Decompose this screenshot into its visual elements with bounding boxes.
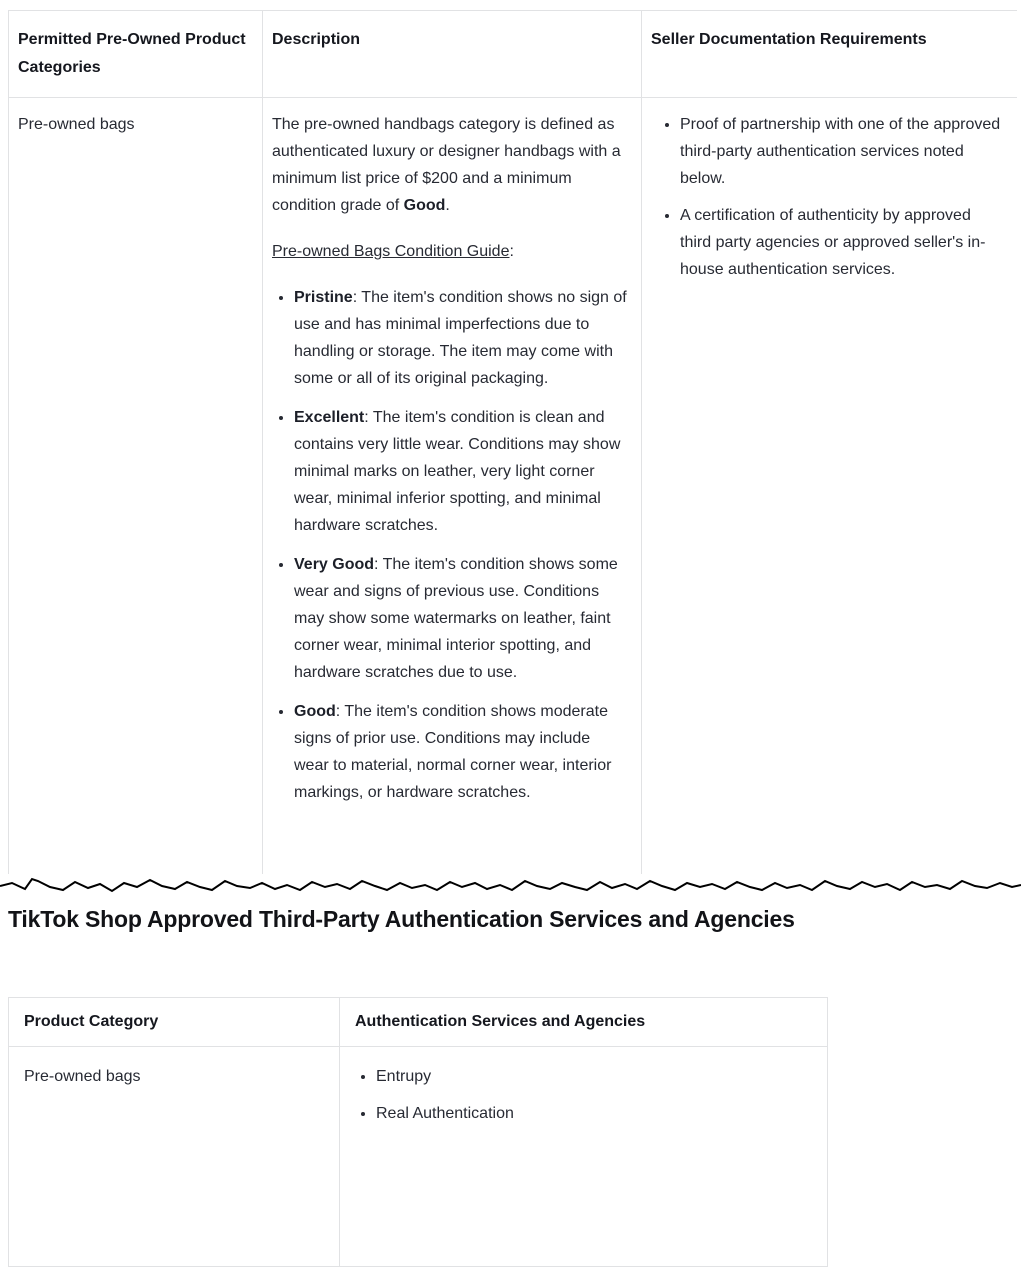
table-row-pre-owned-bags: [9, 98, 1018, 875]
column-header-description: Description: [263, 11, 642, 98]
column-header-seller-doc-requirements: Seller Documentation Requirements: [642, 11, 1018, 98]
description-intro-text: The pre-owned handbags category is defined as authenticated luxury or designer handbags with a minimum list price of $200 and a minimum condition grade of: [272, 116, 621, 214]
description-intro: [272, 111, 627, 219]
permitted-table-header-row: [9, 11, 1018, 98]
service-item-entrupy: • Entrupy: [376, 1063, 811, 1090]
section-heading: TikTok Shop Approved Third-Party Authentication Services and Agencies: [8, 906, 795, 932]
description-intro-period: .: [445, 197, 450, 214]
condition-text: : The item's condition shows moderate signs of prior use. Conditions may include wear to material, normal corner wear, interior markings, or hardware scratches.: [294, 703, 612, 801]
condition-list: [272, 284, 627, 806]
description-grade-bold: Good: [403, 197, 446, 214]
torn-edge-divider: [0, 874, 1021, 898]
authentication-services-table: [8, 997, 828, 1267]
requirement-item-certification: • A certification of authenticity by approved third party agencies or approved seller's in-house authentication services.: [680, 202, 1003, 283]
services-cell: [340, 1047, 828, 1267]
service-item-real-authentication: • Real Authentication: [376, 1100, 811, 1127]
condition-item-excellent: [294, 404, 627, 539]
condition-guide-line: [272, 238, 627, 265]
column-header-permitted-categories: Permitted Pre-Owned Product Categories: [9, 11, 263, 98]
description-cell: [263, 98, 642, 875]
requirements-cell: [642, 98, 1018, 875]
condition-text: : The item's condition is clean and contains very little wear. Conditions may show minimal marks on leather, very light corner wear, minimal inferior spotting, and minimal hardware scratches.: [294, 409, 621, 534]
services-table-header-row: [9, 998, 828, 1047]
condition-term: Excellent: [294, 409, 365, 426]
condition-guide-link[interactable]: Pre-owned Bags Condition Guide: [272, 243, 510, 260]
condition-item-very-good: [294, 551, 627, 686]
permitted-categories-table: [8, 10, 1017, 874]
condition-term: Pristine: [294, 289, 353, 306]
category-cell: Pre-owned bags: [9, 98, 263, 875]
requirements-list: [651, 111, 1003, 283]
condition-text: : The item's condition shows some wear and signs of previous use. Conditions may show some watermarks on leather, faint corner wear, minimal interior spotting, and hardware scratches due to use.: [294, 556, 618, 681]
requirement-item-partnership: • Proof of partnership with one of the approved third-party authentication services noted below.: [680, 111, 1003, 192]
condition-term: Good: [294, 703, 336, 720]
permitted-categories-table-clip: [8, 10, 1017, 874]
product-category-cell: Pre-owned bags: [9, 1047, 340, 1267]
column-header-auth-services: Authentication Services and Agencies: [340, 998, 828, 1047]
condition-term: Very Good: [294, 556, 375, 573]
condition-text: : The item's condition shows no sign of use and has minimal imperfections due to handling or storage. The item may come with some or all of its original packaging.: [294, 289, 627, 387]
condition-guide-colon: :: [509, 243, 514, 260]
column-header-product-category: Product Category: [9, 998, 340, 1047]
table-row-pre-owned-bags-services: [9, 1047, 828, 1267]
condition-item-pristine: [294, 284, 627, 392]
services-list: [351, 1063, 811, 1127]
condition-item-good: [294, 698, 627, 806]
